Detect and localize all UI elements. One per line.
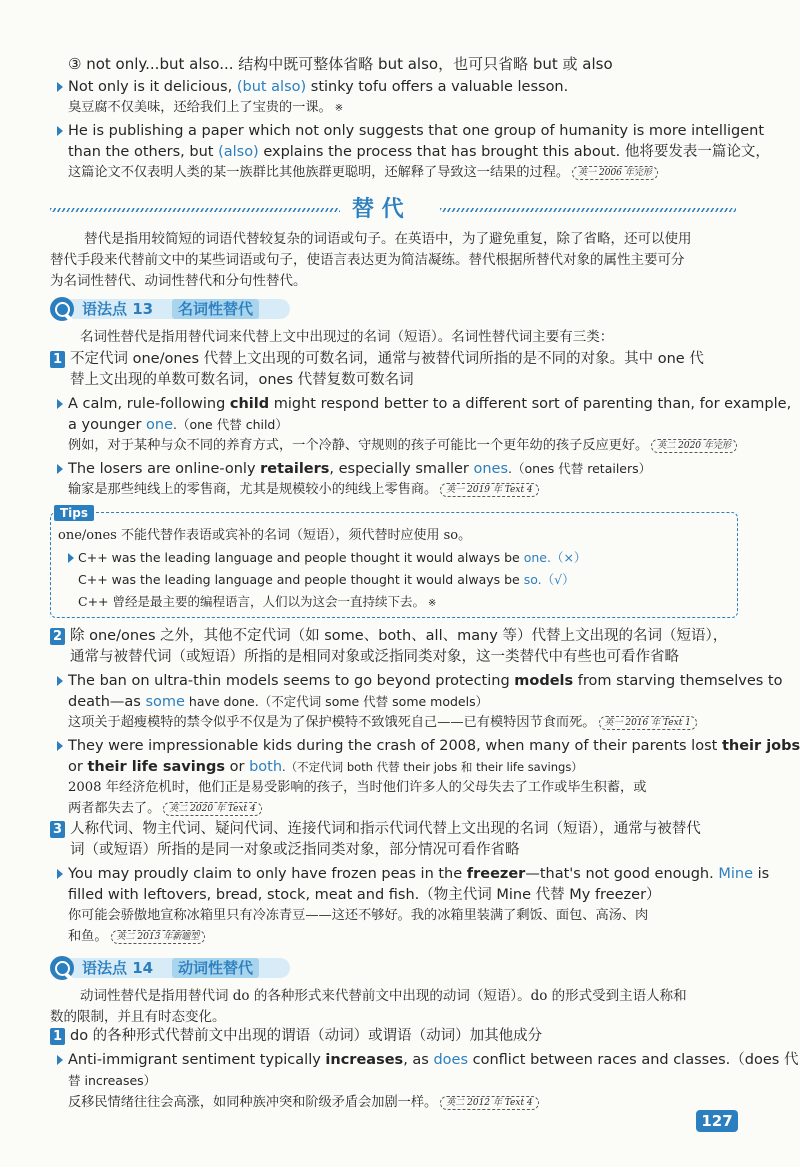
tips-correct-example: C++ was the leading language and people thought it would always be so.（√） xyxy=(78,572,575,587)
bullet-icon xyxy=(57,676,63,686)
example-translation: 2008 年经济危机时，他们正是易受影响的孩子，当时他们许多人的父母失去了工作或毕生积蓄，或 xyxy=(68,780,647,795)
example-sentence: You may proudly claim to only have frozen peas in the freezer—that's not good enough. Mine is xyxy=(68,866,770,882)
example-sentence: They were impressionable kids during the crash of 2008, when many of their parents lost their jobs xyxy=(68,738,800,754)
example-translation: 两者都失去了。 英二 2020 年 Text 4 xyxy=(68,799,262,819)
example-sentence: Not only is it delicious, (but also) stinky tofu offers a valuable lesson. xyxy=(68,79,569,95)
example-translation: 输家是那些纯线上的零售商，尤其是规模较小的纯线上零售商。 英一 2019 年 Text 4 xyxy=(68,480,539,500)
example-translation: 这项关于超瘦模特的禁令似乎不仅是为了保护模特不致饿死自己——已有模特因节食而死。 英一 2016 年 Text 1 xyxy=(68,713,697,733)
bullet-icon xyxy=(68,553,74,563)
section-intro: 为名词性替代、动词性替代和分句性替代。 xyxy=(50,273,307,289)
source-badge: 英二 2020 年 Text 4 xyxy=(163,802,261,816)
grammar-point-intro: 名词性替代是指用替代词来代替上文中出现过的名词（短语）。名词性替代词主要有三类： xyxy=(80,329,614,345)
rule-text: 替上文出现的单数可数名词，ones 代替复数可数名词 xyxy=(70,372,414,388)
bullet-icon xyxy=(57,464,63,474)
source-badge: 英二 2012 年 Text 4 xyxy=(440,1096,538,1110)
example-translation: 反移民情绪往往会高涨，如同种族冲突和阶级矛盾会加剧一样。 英二 2012 年 Text 4 xyxy=(68,1093,539,1113)
rule-text: 通常与被替代词（或短语）所指的是相同对象或泛指同类对象，这一类替代中有些也可看作省略 xyxy=(70,649,679,665)
rule-text: 词（或短语）所指的是同一对象或泛指同类对象，部分情况可看作省略 xyxy=(70,842,520,858)
translation-mark-icon: ※ xyxy=(334,103,344,114)
grammar-point-13-header: 语法点 13 名词性替代 xyxy=(50,297,290,323)
title-stripe-left xyxy=(50,208,340,212)
bullet-icon xyxy=(57,741,63,751)
rule-number: 1 xyxy=(50,351,65,368)
example-sentence: He is publishing a paper which not only suggests that one group of humanity is more intelligent xyxy=(68,123,765,139)
example-sentence: than the others, but (also) explains the process that has brought this about. 他将要发表一篇论文， xyxy=(68,144,770,160)
example-sentence: a younger one.（one 代替 child） xyxy=(68,417,288,433)
title-stripe-right xyxy=(440,208,736,212)
rule-number: 3 xyxy=(50,821,65,838)
example-sentence: or their life savings or both.（不定代词 both 代替 their jobs 和 their life savings） xyxy=(68,759,583,775)
grammar-point-intro: 数的限制，并且有时态变化。 xyxy=(50,1009,226,1025)
bullet-icon xyxy=(57,82,63,92)
rule-number: 2 xyxy=(50,628,65,645)
rule-text: 人称代词、物主代词、疑问代词、连接代词和指示代词代替上文出现的名词（短语），通常与被替代 xyxy=(70,821,701,837)
rule-text: do 的各种形式代替前文中出现的谓语（动词）或谓语（动词）加其他成分 xyxy=(70,1028,543,1044)
source-badge: 英一 2019 年 Text 4 xyxy=(440,483,538,497)
section-intro: 替代手段来代替前文中的某些词语或句子，使语言表达更为简洁凝练。替代根据所替代对象的属性主要可分 xyxy=(50,252,685,268)
rule-text: 不定代词 one/ones 代替上文出现的可数名词，通常与被替代词所指的是不同的对象。其中 one 代 xyxy=(70,351,704,367)
grammar-point-14-header: 语法点 14 动词性替代 xyxy=(50,956,290,982)
example-sentence: filled with leftovers, bread, stock, meat and fish.（物主代词 Mine 代替 My freezer） xyxy=(68,887,661,903)
source-badge: 英一 2006 年完形 xyxy=(572,166,658,180)
example-translation: 例如，对于某种与众不同的养育方式，一个冷静、守规则的孩子可能比一个更年幼的孩子反应更好。 英二 2020 年完形 xyxy=(68,436,737,456)
source-badge: 英二 2013 年新题型 xyxy=(111,930,206,944)
rule-number: 1 xyxy=(50,1028,65,1045)
example-translation: 这篇论文不仅表明人类的某一族群比其他族群更聪明，还解释了导致这一结果的过程。 英一 2006 年完形 xyxy=(68,163,658,183)
example-sentence: Anti-immigrant sentiment typically increases, as does conflict between races and classes.（does 代 xyxy=(68,1052,799,1068)
translation-mark-icon: ※ xyxy=(428,598,437,609)
section-intro: 替代是指用较简短的词语代替较复杂的词语或句子。在英语中，为了避免重复，除了省略，还可以使用 xyxy=(84,231,692,247)
tips-tag: Tips xyxy=(54,505,94,521)
section-title: 替 代 xyxy=(352,197,404,222)
source-badge: 英二 2020 年完形 xyxy=(651,439,737,453)
example-translation: 你可能会骄傲地宣称冰箱里只有冷冻青豆——这还不够好。我的冰箱里装满了剩饭、面包、高汤、肉 xyxy=(68,908,649,923)
example-sentence: The ban on ultra-thin models seems to go beyond protecting models from starving themselves to xyxy=(68,673,783,689)
bullet-icon xyxy=(57,126,63,136)
tips-text: one/ones 不能代替作表语或宾补的名词（短语），须代替时应使用 so。 xyxy=(58,528,472,543)
example-translation: 和鱼。 英二 2013 年新题型 xyxy=(68,927,205,947)
tips-translation: C++ 曾经是最主要的编程语言，人们以为这会一直持续下去。 ※ xyxy=(78,592,436,614)
bullet-icon xyxy=(57,1055,63,1065)
example-sentence: A calm, rule-following child might respond better to a different sort of parenting than, for example, xyxy=(68,396,792,412)
page-number: 127 xyxy=(696,1110,738,1132)
rule-text: 除 one/ones 之外，其他不定代词（如 some、both、all、many 等）代替上文出现的名词（短语）， xyxy=(70,628,728,644)
example-translation: 臭豆腐不仅美味，还给我们上了宝贵的一课。 ※ xyxy=(68,98,343,119)
grammar-point-intro: 动词性替代是指用替代词 do 的各种形式来代替前文中出现的动词（短语）。do 的形式受到主语人称和 xyxy=(80,988,687,1004)
example-sentence: death—as some have done.（不定代词 some 代替 some models） xyxy=(68,694,489,710)
bullet-icon xyxy=(57,869,63,879)
rule-heading: ③ not only...but also... 结构中既可整体省略 but also，也可只省略 but 或 also xyxy=(68,55,613,73)
bullet-icon xyxy=(57,399,63,409)
example-sentence: The losers are online-only retailers, especially smaller ones.（ones 代替 retailers） xyxy=(68,461,652,477)
tips-wrong-example: C++ was the leading language and people thought it would always be one.（×） xyxy=(78,550,587,565)
example-sentence: 替 increases） xyxy=(68,1073,157,1088)
source-badge: 英一 2016 年 Text 1 xyxy=(599,716,697,730)
